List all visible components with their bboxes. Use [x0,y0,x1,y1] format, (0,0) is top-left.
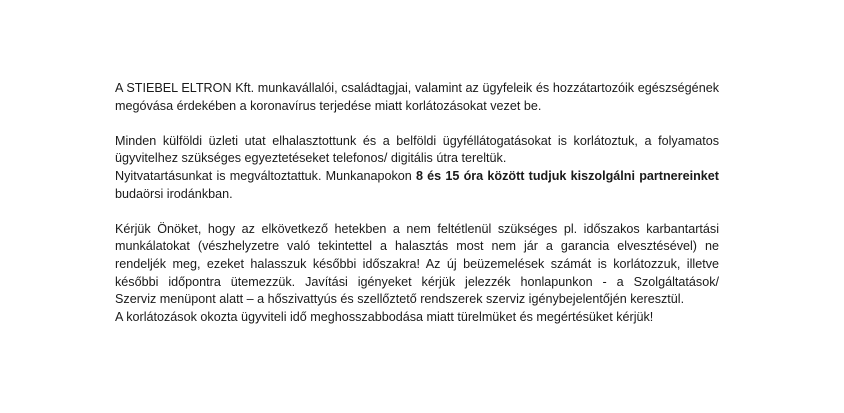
opening-hours-bold: 8 és 15 óra között tudjuk kiszolgálni partnereinket [415,168,719,183]
paragraph-gap [115,115,719,133]
paragraph-intro: A STIEBEL ELTRON Kft. munkavállalói, családtagjai, valamint az ügyfeleik és hozzátartozóik egészségének megóvása érdekében a koronavírus terjedése miatt korlátozásokat vezet be. [115,81,719,113]
document-body [115,80,719,326]
paragraph-opening-hours [115,168,719,203]
opening-hours-text: Nyitvatartásunkat is megváltoztattuk. Munkanapokon [115,168,416,183]
paragraph-request: Kérjük Önöket, hogy az elkövetkező hetekben a nem feltétlenül szükséges pl. időszakos karbantartási munkálatokat (vészhelyzetre való tekintettel a halasztás most nem jár a garancia elvesztésével) ne rendeljék meg, ezeket halasszuk későbbi időszakra! Az új beüzemelések számát is korlátozzuk, illetve későbbi időpontra ütemezzük. Javítási igényeket kérjük jelezzék honlapunkon - a Szolgáltatások/ [115,221,719,289]
paragraph-gap [115,203,719,221]
paragraph-service-menu: Szerviz menüpont alatt – a hőszivattyús és szellőztető rendszerek szerviz igénybejelentőjén keresztül. [115,292,685,307]
paragraph-patience: A korlátozások okozta ügyviteli idő meghosszabbodása miatt türelmüket és megértésüket kérjük! [115,309,654,324]
paragraph-travel: Minden külföldi üzleti utat elhalasztottunk és a belföldi ügyféllátogatásokat is korlátoztuk, a folyamatos ügyvitelhez szükséges egyeztetéseket telefonos/ digitális útra tereltük. [115,133,719,166]
opening-hours-location: budaörsi irodánkban. [115,186,233,201]
